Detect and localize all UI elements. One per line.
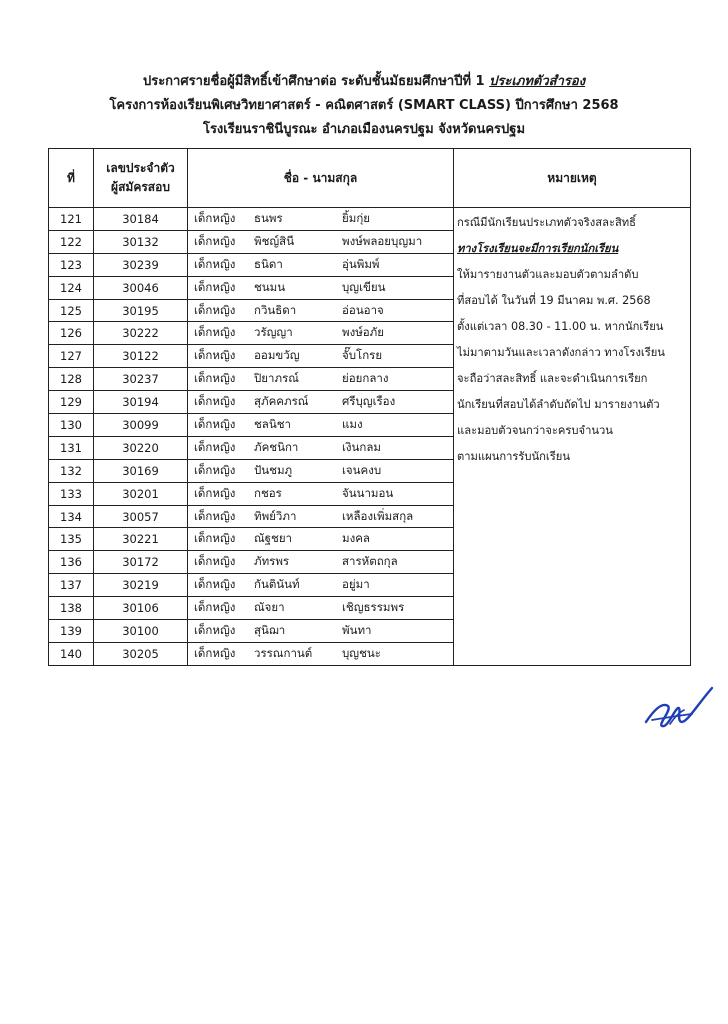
applicant-id: 30194 xyxy=(94,391,188,414)
applicant-name xyxy=(188,414,454,437)
first-name: สุนิฌา xyxy=(254,622,286,637)
applicant-name xyxy=(188,322,454,345)
applicant-id: 30172 xyxy=(94,551,188,574)
col-id-header-line1: เลขประจำตัว xyxy=(106,161,175,175)
col-name-header: ชื่อ - นามสกุล xyxy=(188,149,454,208)
first-name: ชลนิชา xyxy=(254,416,291,431)
col-note-header: หมายเหตุ xyxy=(454,149,691,208)
first-name: ออมขวัญ xyxy=(254,348,300,363)
header-line-1 xyxy=(0,70,728,94)
name-prefix: เด็กหญิง xyxy=(194,462,236,477)
table-body xyxy=(49,208,691,666)
applicant-id: 30106 xyxy=(94,597,188,620)
last-name: พันทา xyxy=(342,622,372,637)
name-prefix: เด็กหญิง xyxy=(194,279,236,294)
row-number: 135 xyxy=(49,528,94,551)
first-name: ภัคชนิกา xyxy=(254,439,299,454)
name-prefix: เด็กหญิง xyxy=(194,577,236,592)
name-prefix: เด็กหญิง xyxy=(194,348,236,363)
last-name: อ่อนอาจ xyxy=(342,302,384,317)
last-name: บุญเขียน xyxy=(342,279,386,294)
row-number: 140 xyxy=(49,642,94,665)
name-prefix: เด็กหญิง xyxy=(194,302,236,317)
row-number: 121 xyxy=(49,208,94,231)
last-name: พงษ์พลอยบุญมา xyxy=(342,233,423,248)
row-number: 136 xyxy=(49,551,94,574)
col-no-header: ที่ xyxy=(49,149,94,208)
applicant-name xyxy=(188,482,454,505)
row-number: 127 xyxy=(49,345,94,368)
remarks-line: ตามแผนการรับนักเรียน xyxy=(457,450,570,463)
last-name: อุ่นพิมพ์ xyxy=(342,256,380,271)
last-name: เจนคงบ xyxy=(342,462,382,477)
applicant-id: 30169 xyxy=(94,459,188,482)
col-id-header-line2: ผู้สมัครสอบ xyxy=(111,180,170,194)
applicant-name xyxy=(188,528,454,551)
applicant-name xyxy=(188,436,454,459)
row-number: 131 xyxy=(49,436,94,459)
first-name: ปันชมภู xyxy=(254,462,293,477)
first-name: ณัฐชยา xyxy=(254,531,293,546)
name-prefix: เด็กหญิง xyxy=(194,508,236,523)
first-name: วรัญญา xyxy=(254,325,293,340)
applicant-name xyxy=(188,459,454,482)
last-name: สารหัตถกุล xyxy=(342,554,398,569)
row-number: 124 xyxy=(49,276,94,299)
first-name: วรรณกานต์ xyxy=(254,645,313,660)
row-number: 122 xyxy=(49,230,94,253)
applicant-name xyxy=(188,597,454,620)
name-prefix: เด็กหญิง xyxy=(194,233,236,248)
first-name: กวินธิดา xyxy=(254,302,297,317)
applicant-name xyxy=(188,620,454,643)
candidate-table xyxy=(48,148,691,666)
applicant-name xyxy=(188,368,454,391)
name-prefix: เด็กหญิง xyxy=(194,416,236,431)
header-title-text: ประกาศรายชื่อผู้มีสิทธิ์เข้าศึกษาต่อ ระดับชั้นมัธยมศึกษาปีที่ 1 xyxy=(142,74,490,89)
remarks-line: และมอบตัวจนกว่าจะครบจำนวน xyxy=(457,424,613,437)
document-header xyxy=(0,70,728,142)
name-prefix: เด็กหญิง xyxy=(194,256,236,271)
name-prefix: เด็กหญิง xyxy=(194,371,236,386)
first-name: กันตินันท์ xyxy=(254,577,300,592)
last-name: เงินกลม xyxy=(342,439,381,454)
header-line-2: โครงการห้องเรียนพิเศษวิทยาศาสตร์ - คณิตศาสตร์ (SMART CLASS) ปีการศึกษา 2568 xyxy=(109,98,619,113)
applicant-name xyxy=(188,253,454,276)
last-name: ยิ้มกุ่ย xyxy=(342,210,371,225)
first-name: สุภัคคภรณ์ xyxy=(254,394,309,409)
last-name: ย่อยกลาง xyxy=(342,371,389,386)
row-number: 125 xyxy=(49,299,94,322)
applicant-id: 30220 xyxy=(94,436,188,459)
applicant-id: 30099 xyxy=(94,414,188,437)
handwritten-signature-icon xyxy=(640,680,718,732)
applicant-id: 30205 xyxy=(94,642,188,665)
name-prefix: เด็กหญิง xyxy=(194,210,236,225)
applicant-id: 30239 xyxy=(94,253,188,276)
row-number: 139 xyxy=(49,620,94,643)
remarks-line: ไม่มาตามวันและเวลาดังกล่าว ทางโรงเรียน xyxy=(457,346,665,359)
applicant-name xyxy=(188,574,454,597)
first-name: ปิยาภรณ์ xyxy=(254,371,299,386)
remarks-line: กรณีมีนักเรียนประเภทตัวจริงสละสิทธิ์ xyxy=(457,216,636,229)
row-number: 134 xyxy=(49,505,94,528)
first-name: ธนิดา xyxy=(254,256,283,271)
applicant-name xyxy=(188,208,454,231)
applicant-id: 30122 xyxy=(94,345,188,368)
applicant-name xyxy=(188,642,454,665)
first-name: พิชญ์สินี xyxy=(254,233,295,248)
remarks-line: ให้มารายงานตัวและมอบตัวตามลำดับ xyxy=(457,268,639,281)
row-number: 126 xyxy=(49,322,94,345)
header-line-3: โรงเรียนราชินีบูรณะ อำเภอเมืองนครปฐม จังหวัดนครปฐม xyxy=(202,122,526,137)
row-number: 137 xyxy=(49,574,94,597)
row-number: 132 xyxy=(49,459,94,482)
first-name: ธนพร xyxy=(254,210,283,225)
last-name: เชิญธรรมพร xyxy=(342,600,405,615)
name-prefix: เด็กหญิง xyxy=(194,622,236,637)
row-number: 128 xyxy=(49,368,94,391)
row-number: 130 xyxy=(49,414,94,437)
applicant-id: 30237 xyxy=(94,368,188,391)
remarks-line: ที่สอบได้ ในวันที่ 19 มีนาคม พ.ศ. 2568 xyxy=(457,294,651,307)
name-prefix: เด็กหญิง xyxy=(194,439,236,454)
applicant-id: 30221 xyxy=(94,528,188,551)
first-name: ภัทรพร xyxy=(254,554,290,569)
remarks-cell xyxy=(454,208,691,666)
last-name: อยู่มา xyxy=(342,577,370,592)
first-name: ณัจยา xyxy=(254,600,285,615)
last-name: จั๊บโกรย xyxy=(342,348,383,363)
first-name: ทิพย์วิภา xyxy=(254,508,297,523)
name-prefix: เด็กหญิง xyxy=(194,554,236,569)
remarks-line: นักเรียนที่สอบได้ลำดับถัดไป มารายงานตัว xyxy=(457,398,660,411)
applicant-id: 30057 xyxy=(94,505,188,528)
name-prefix: เด็กหญิง xyxy=(194,531,236,546)
name-prefix: เด็กหญิง xyxy=(194,325,236,340)
remarks-line: จะถือว่าสละสิทธิ์ และจะดำเนินการเรียก xyxy=(457,372,648,385)
applicant-name xyxy=(188,505,454,528)
last-name: พงษ์อภัย xyxy=(342,325,385,340)
remarks-text xyxy=(454,208,690,470)
applicant-id: 30195 xyxy=(94,299,188,322)
name-prefix: เด็กหญิง xyxy=(194,485,236,500)
remarks-line-emphasis: ทางโรงเรียนจะมีการเรียกนักเรียน xyxy=(457,242,619,255)
last-name: ศรีบุญเรือง xyxy=(342,394,396,409)
col-id-header xyxy=(94,149,188,208)
row-number: 123 xyxy=(49,253,94,276)
row-number: 133 xyxy=(49,482,94,505)
applicant-id: 30219 xyxy=(94,574,188,597)
applicant-id: 30100 xyxy=(94,620,188,643)
table-row xyxy=(49,208,691,231)
last-name: แมง xyxy=(342,416,363,431)
applicant-id: 30184 xyxy=(94,208,188,231)
applicant-name xyxy=(188,230,454,253)
name-prefix: เด็กหญิง xyxy=(194,394,236,409)
applicant-name xyxy=(188,391,454,414)
last-name: มงคล xyxy=(342,531,370,546)
applicant-id: 30046 xyxy=(94,276,188,299)
name-prefix: เด็กหญิง xyxy=(194,645,236,660)
name-prefix: เด็กหญิง xyxy=(194,600,236,615)
applicant-id: 30132 xyxy=(94,230,188,253)
applicant-name xyxy=(188,551,454,574)
row-number: 138 xyxy=(49,597,94,620)
applicant-name xyxy=(188,276,454,299)
applicant-name xyxy=(188,299,454,322)
last-name: เหลืองเพิ่มสกุล xyxy=(342,508,414,523)
last-name: จันนามอน xyxy=(342,485,394,500)
remarks-line: ตั้งแต่เวลา 08.30 - 11.00 น. หากนักเรียน xyxy=(457,320,664,333)
row-number: 129 xyxy=(49,391,94,414)
table-header-row xyxy=(49,149,691,208)
header-title-emphasis: ประเภทตัวสำรอง xyxy=(489,74,586,89)
applicant-id: 30222 xyxy=(94,322,188,345)
first-name: กชอร xyxy=(254,485,282,500)
applicant-id: 30201 xyxy=(94,482,188,505)
last-name: บุญชนะ xyxy=(342,645,381,660)
applicant-name xyxy=(188,345,454,368)
first-name: ชนมน xyxy=(254,279,286,294)
